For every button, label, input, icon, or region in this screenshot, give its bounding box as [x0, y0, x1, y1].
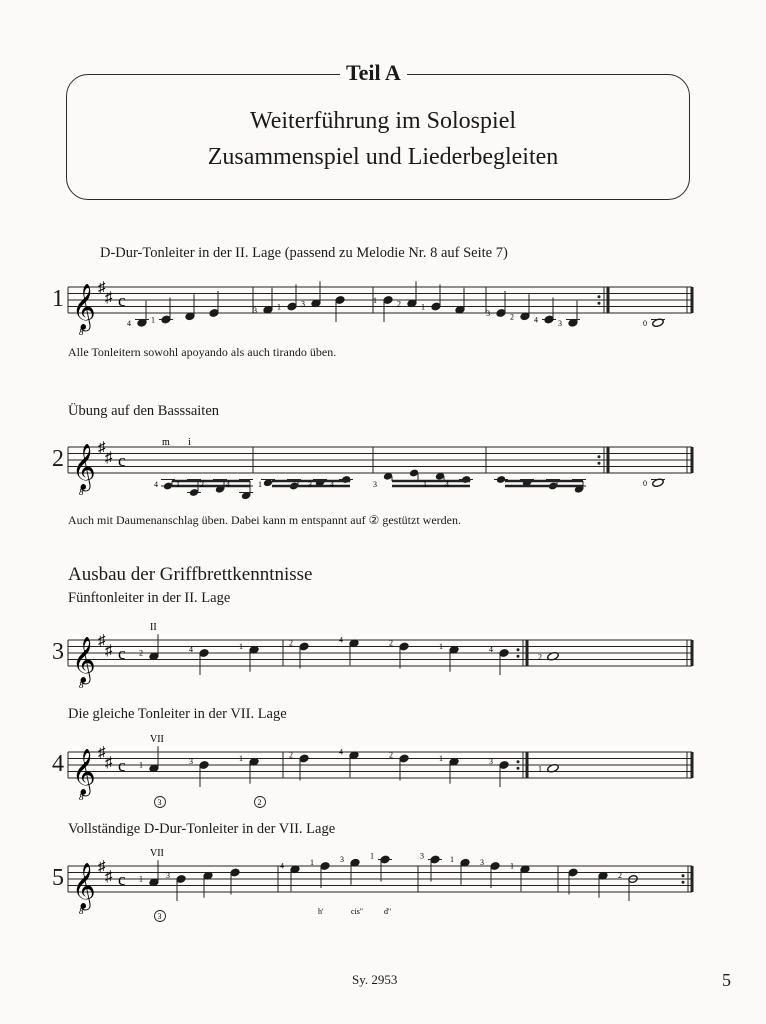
fingering-number: 2: [510, 312, 514, 322]
exercise-2-staff: [0, 435, 766, 495]
fingering-number: 2: [200, 480, 204, 489]
exercise-2-number: 2: [52, 446, 64, 472]
fingering-number: 1: [277, 302, 281, 312]
exercise-3-number: 3: [52, 639, 64, 665]
fingering-number: 1: [421, 302, 425, 312]
key-sharp-c: ♯: [105, 642, 113, 659]
pluck-finger-i: i: [188, 437, 191, 448]
treble-clef: 𝄞: [72, 637, 96, 682]
footer-code: Sy. 2953: [352, 972, 398, 987]
position-mark: VII: [150, 734, 164, 745]
exercise-5-title: Vollständige D-Dur-Tonleiter in der VII. Lage: [68, 821, 336, 837]
exercise-2-note: Auch mit Daumenanschlag üben. Dabei kann m entspannt auf ② gestützt werden.: [68, 513, 461, 527]
exercise-1-note: Alle Tonleitern sowohl apoyando als auch tirando üben.: [68, 345, 337, 359]
fingering-number: 3: [558, 318, 562, 328]
key-sharp-f: ♯: [98, 859, 106, 875]
fingering-number: 1: [139, 760, 143, 770]
fingering-number: 2: [538, 652, 542, 662]
key-sharp-c: ♯: [105, 868, 113, 885]
key-sharp-c: ♯: [105, 449, 113, 466]
fingering-number: 1: [310, 858, 314, 867]
fingering-number: 3: [373, 480, 377, 489]
fingering-number: 3: [480, 858, 484, 867]
repeat-dot: [598, 302, 601, 305]
time-signature: c: [118, 451, 126, 470]
fingering-number: 1: [239, 641, 243, 651]
fingering-number: 3: [420, 851, 424, 861]
fingering-number: 1: [538, 764, 542, 774]
exercise-3-title: Fünftonleiter in der II. Lage: [68, 590, 231, 606]
fingering-number: 1: [439, 641, 443, 651]
key-sharp-c: ♯: [105, 754, 113, 771]
key-sharp-f: ♯: [98, 280, 106, 296]
repeat-dot: [517, 648, 520, 651]
fingering-number: 4: [280, 861, 284, 871]
fingering-number: 1: [258, 480, 262, 489]
exercise-5-number: 5: [52, 865, 64, 891]
fingering-number: 3: [189, 757, 193, 766]
fingering-number: 1: [439, 753, 443, 763]
fingering-number: 1: [510, 861, 514, 871]
time-signature: c: [118, 291, 126, 310]
fingering-number: 3: [486, 309, 490, 318]
part-title: Teil A: [340, 58, 407, 88]
octave-mark: 8: [79, 906, 84, 916]
time-signature: c: [118, 644, 126, 663]
treble-clef: 𝄞: [72, 863, 96, 908]
exercise-1-number: 1: [52, 286, 64, 312]
exercise-5-staff: [0, 848, 766, 921]
time-signature: c: [118, 870, 126, 889]
exercise-2-title: Übung auf den Basssaiten: [68, 403, 220, 419]
fingering-number: 3: [166, 871, 170, 880]
exercise-3-staff: [0, 622, 766, 690]
fingering-number: 3: [301, 299, 305, 309]
fingering-number: 3: [340, 854, 344, 864]
repeat-dot: [598, 462, 601, 465]
repeat-dot: [517, 767, 520, 770]
fingering-number: 4: [489, 645, 493, 654]
fingering-number: 2: [139, 648, 143, 658]
octave-mark: 8: [79, 327, 84, 337]
fingering-number: 2: [289, 750, 293, 760]
fingering-number: 4: [226, 480, 230, 489]
treble-clef: 𝄞: [72, 749, 96, 794]
exercise-4-title: Die gleiche Tonleiter in der VII. Lage: [68, 706, 287, 722]
string-number: 3: [157, 798, 162, 807]
part-header-frame: [66, 74, 690, 200]
repeat-dot: [517, 760, 520, 763]
page-number: 5: [722, 970, 731, 990]
fingering-number: 1: [151, 315, 155, 325]
octave-mark: 8: [79, 487, 84, 497]
fingering-number: 1: [139, 874, 143, 884]
position-mark: II: [150, 622, 157, 633]
treble-clef: 𝄞: [72, 444, 96, 489]
fingering-number: 4: [445, 480, 449, 489]
exercise-4-number: 4: [52, 751, 64, 777]
fingering-number: 1: [370, 851, 374, 861]
position-mark: VII: [150, 848, 164, 859]
fingering-number: 4: [189, 645, 193, 654]
header-line-1: Weiterführung im Solospiel: [249, 108, 517, 134]
repeat-dot: [517, 655, 520, 658]
fingering-number: 4: [339, 747, 343, 757]
fingering-number: 1: [450, 854, 454, 864]
fingering-number: 4: [534, 315, 538, 325]
fingering-number: 2: [397, 299, 401, 309]
octave-mark: 8: [79, 680, 84, 690]
fingering-number: 4: [330, 480, 334, 489]
section-heading: Ausbau der Griffbrettkenntnisse: [68, 564, 313, 585]
string-number: 3: [157, 912, 162, 921]
fingering-number: 1: [176, 480, 180, 489]
key-sharp-f: ♯: [98, 745, 106, 761]
fingering-number: 4: [154, 480, 158, 489]
fingering-number: 0: [643, 478, 647, 488]
header-line-2: Zusammenspiel und Liederbegleiten: [207, 144, 559, 170]
fingering-number: 1: [373, 296, 377, 305]
key-sharp-f: ♯: [98, 633, 106, 649]
exercise-1-staff: [0, 275, 766, 335]
pluck-finger-m: m: [162, 437, 170, 448]
treble-clef: 𝄞: [72, 284, 96, 329]
repeat-dot: [682, 874, 685, 877]
fingering-number: 2: [289, 638, 293, 648]
time-signature: c: [118, 756, 126, 775]
fingering-number: 1: [239, 753, 243, 763]
note-name: h': [318, 907, 324, 916]
repeat-dot: [682, 881, 685, 884]
note-name: d'': [384, 907, 391, 916]
repeat-dot: [598, 455, 601, 458]
octave-mark: 8: [79, 792, 84, 802]
repeat-dot: [598, 295, 601, 298]
fingering-number: 2: [389, 750, 393, 760]
key-sharp-c: ♯: [105, 289, 113, 306]
string-number: 2: [257, 798, 262, 807]
fingering-number: 3: [308, 480, 312, 489]
fingering-number: 4: [127, 318, 131, 328]
fingering-number: 2: [389, 638, 393, 648]
key-sharp-f: ♯: [98, 440, 106, 456]
fingering-number: 0: [643, 318, 647, 328]
note-name: cis'': [351, 907, 363, 916]
fingering-number: 2: [618, 871, 622, 880]
fingering-number: 4: [339, 635, 343, 645]
fingering-number: 1: [423, 480, 427, 489]
exercise-4-staff: [0, 734, 766, 807]
fingering-number: 3: [253, 305, 257, 315]
exercise-1-title: D-Dur-Tonleiter in der II. Lage (passend zu Melodie Nr. 8 auf Seite 7): [100, 245, 508, 261]
fingering-number: 3: [489, 757, 493, 766]
